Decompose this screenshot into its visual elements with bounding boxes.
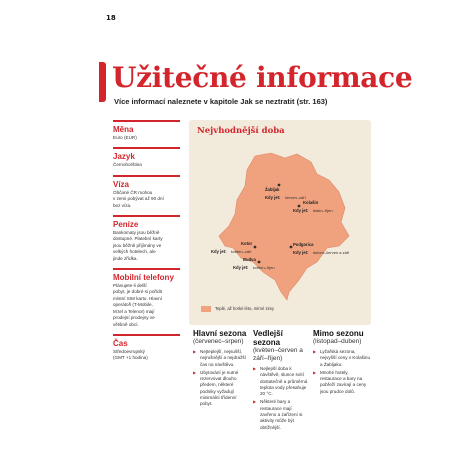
season-list (193, 349, 249, 408)
city-when: květen–říjen (252, 265, 275, 270)
map-title: Nejvhodnější doba (197, 126, 285, 136)
sidebar-line: velkých hotelech, ale (113, 249, 156, 255)
city-label-kotor (211, 241, 252, 254)
sidebar-line: prodejní prodejny ve (113, 315, 155, 321)
country-shape (219, 153, 349, 300)
page-subtitle: Více informací naleznete v kapitole Jak se neztratit (str. 163) (114, 97, 328, 106)
season-item: ▶ Některé bary a restaurace mají zavřeno a zařízení si aktivity může být obtížnější. (253, 399, 309, 430)
season-list (253, 366, 309, 431)
city-label-kolasin (293, 200, 333, 213)
sidebar-line: Občané ČR mohou (113, 189, 153, 195)
city-label-podgorica (293, 242, 349, 255)
montenegro-map (189, 120, 371, 325)
city-when-label: Kdy jet: (293, 208, 309, 213)
city-name: Budva (243, 257, 256, 262)
sidebar-line: (GMT +1 hodina) (113, 355, 148, 361)
season-high (193, 329, 249, 410)
season-low (313, 329, 371, 397)
sidebar-heading: Víza (113, 179, 130, 189)
page-title: Užitečné informace (112, 61, 413, 94)
season-item: ▶ Ubytování je nutné rezervovat dlouho předem, některé podniky vyžadují minimální třídenní pobyt. (193, 370, 249, 408)
sidebar-line: jsou běžně přijímány ve (113, 242, 162, 248)
season-range: (červenec–srpen) (193, 338, 244, 345)
sidebar-line: místní SIM kartu. Hlavní (113, 295, 163, 301)
city-name: Kotor (241, 241, 253, 246)
best-time-map-panel (189, 120, 371, 325)
sidebar-section-time (113, 334, 180, 362)
season-heading: Vedlejší sezona (253, 329, 283, 347)
sidebar-line: operátoři (T-Mobile, (113, 302, 153, 308)
city-when-label: Kdy jet: (265, 195, 281, 200)
sidebar-section-currency (113, 120, 180, 141)
sidebar-section-visa (113, 175, 180, 209)
season-item: ▶ Mnohé hotely, restaurace a bary na pobřeží zavírají a ceny jsou prudce dolů. (313, 370, 371, 395)
sidebar-heading: Peníze (113, 220, 139, 230)
legend-label: Teplé, až horké léto, mírné zimy (215, 306, 275, 311)
city-label-zabljak (265, 187, 306, 200)
chapter-tab-marker (99, 62, 106, 102)
sidebar-line: v zemi pobývat až 90 dní (113, 196, 164, 202)
sidebar-heading: Mobilní telefony (113, 273, 174, 283)
sidebar-line: Plánujete-li delší (113, 283, 147, 289)
city-marker-podgorica (290, 246, 293, 249)
sidebar-line: Středoevropský (113, 348, 145, 354)
season-shoulder (253, 329, 309, 433)
city-when-label: Kdy jet: (233, 265, 249, 270)
info-sidebar (113, 120, 180, 368)
city-when: květen–září (230, 249, 252, 254)
season-heading: Mimo sezonu (313, 329, 364, 338)
sidebar-section-language (113, 147, 180, 168)
sidebar-section-mobile-phones (113, 268, 180, 328)
city-name: Žabljak (265, 187, 280, 192)
season-item: ▶ Nejteplejší, nejsušší, nejrušnější a nejdražší čas na návštěvu. (193, 349, 249, 368)
sidebar-line: Euro (EUR) (113, 135, 137, 140)
page-number: 18 (106, 14, 116, 22)
sidebar-line: Bankomaty jsou běžně (113, 230, 160, 236)
sidebar-line: M:tel a Telenor) mají (113, 308, 155, 314)
sidebar-line: pobyt, je dobré si pořídit (113, 289, 163, 295)
season-heading: Hlavní sezona (193, 329, 247, 338)
city-when: leden–říjen (312, 208, 333, 213)
season-item: ▶ Nejlepší doba k návštěvě, slunce svítí dostatečně a průměrná teplota vody přesahuje 20 °C. (253, 366, 309, 397)
sidebar-heading: Jazyk (113, 152, 135, 162)
season-range: (listopad–duben) (313, 338, 362, 345)
city-when: duben–červen a září (312, 250, 350, 255)
sidebar-line: Černohorština (113, 162, 142, 168)
sidebar-line: jinde zřídka. (113, 255, 138, 261)
sidebar-line: většině obcí. (113, 321, 139, 327)
season-range: (květen–červen a září–říjen) (253, 347, 303, 362)
sidebar-line: dostupné. Platební karty (113, 236, 163, 242)
sidebar-line: bez víza. (113, 202, 132, 208)
season-item: ▶ Lyžařská sezona, nejvyšší ceny v Kolašinu a Žabljaku. (313, 349, 371, 368)
city-marker-kotor (254, 246, 257, 249)
season-list (313, 349, 371, 395)
city-name: Podgorica (293, 242, 314, 247)
sidebar-heading: Čas (113, 338, 128, 348)
city-when: červen–září (284, 195, 306, 200)
city-name: Kolašin (303, 200, 319, 205)
sidebar-heading: Měna (113, 125, 134, 134)
legend-swatch (201, 306, 211, 312)
city-when-label: Kdy jet: (293, 250, 309, 255)
city-label-budva (233, 257, 275, 270)
city-when-label: Kdy jet: (211, 249, 227, 254)
sidebar-section-money (113, 215, 180, 262)
